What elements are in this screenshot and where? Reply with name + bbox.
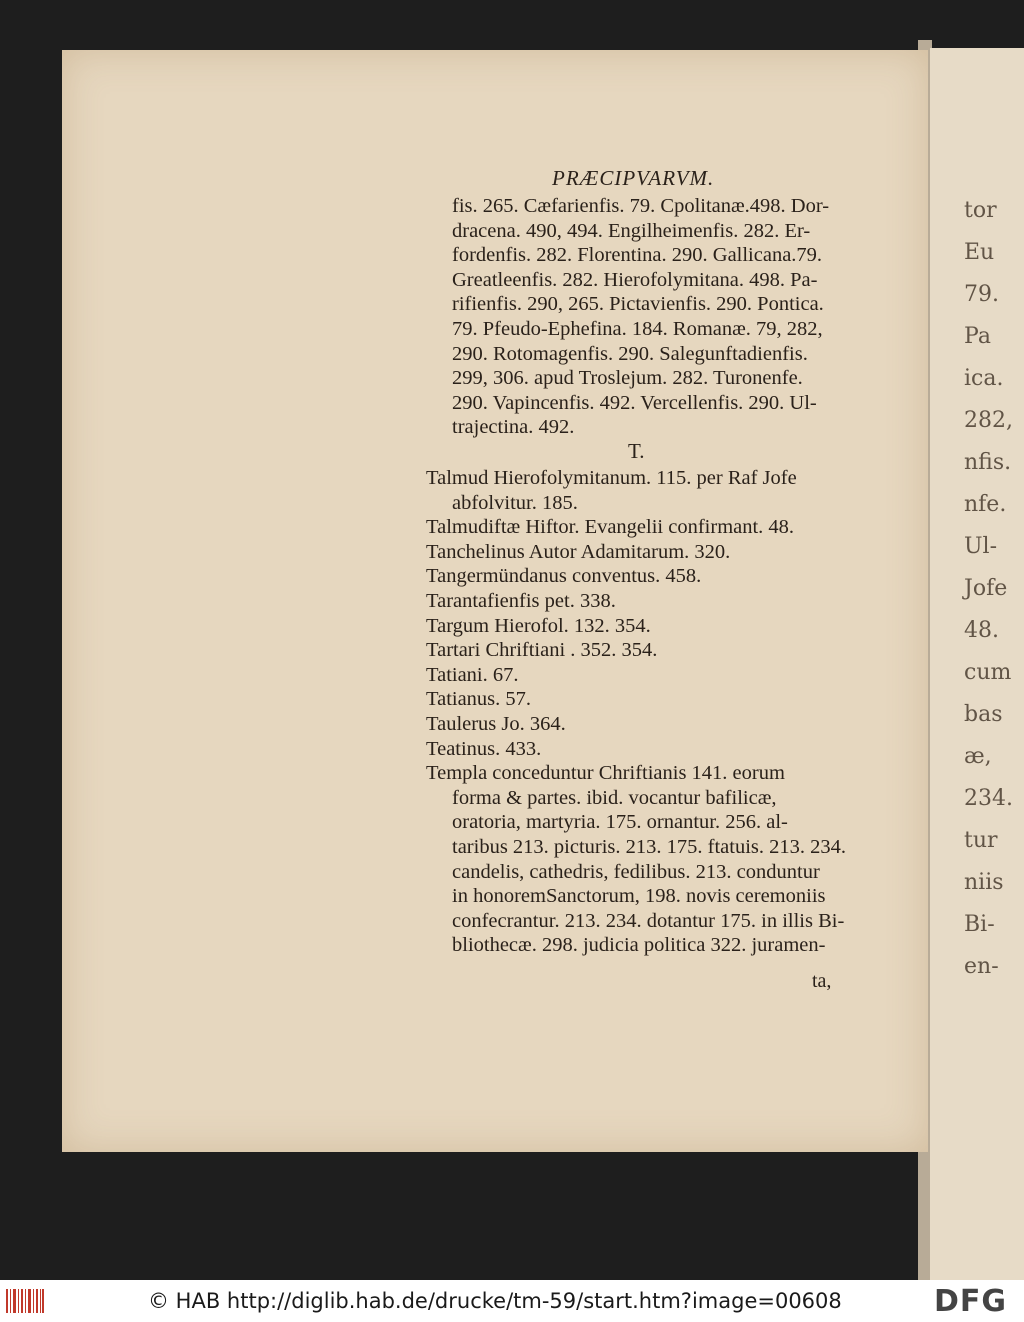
continued-line: Greatleenfis. 282. Hierofolymitana. 498. Pa- <box>452 268 818 291</box>
continued-line: 290. Rotomagenfis. 290. Salegunftadienfis. <box>452 342 808 365</box>
index-entry: Teatinus. 433. <box>426 737 542 760</box>
index-entry: Tarantafienfis pet. 338. <box>426 590 616 612</box>
index-entry: Talmudiftæ Hiftor. Evangelii confirmant. 48. <box>426 516 795 539</box>
index-entry-continuation: abfolvitur. 185. <box>452 491 578 514</box>
adjacent-page-fragment: 282, <box>964 408 1013 433</box>
adjacent-page-fragment: ica. <box>964 366 1004 391</box>
adjacent-page-fragment: Bi- <box>964 912 995 937</box>
adjacent-page-fragment: bas <box>964 702 1003 727</box>
section-letter-heading: T. <box>628 439 645 463</box>
adjacent-page-edge <box>930 48 1024 1280</box>
adjacent-page-fragment: 79. <box>964 282 999 307</box>
dfg-logo: DFG <box>934 1284 1008 1319</box>
catchword: ta, <box>812 970 832 992</box>
adjacent-page-fragment: Jofe <box>964 576 1008 601</box>
adjacent-page-fragment: Eu <box>964 240 995 265</box>
index-entry: Tanchelinus Autor Adamitarum. 320. <box>426 540 731 563</box>
continued-line: 79. Pfeudo-Ephefina. 184. Romanæ. 79, 282, <box>452 318 823 340</box>
adjacent-page-fragment: 234. <box>964 786 1013 811</box>
adjacent-page-fragment: æ, <box>964 744 992 769</box>
adjacent-page-fragment: nfe. <box>964 492 1007 517</box>
index-entry-continuation: confecrantur. 213. 234. dotantur 175. in illis Bi- <box>452 909 845 932</box>
continued-line: fordenfis. 282. Florentina. 290. Gallicana.79. <box>452 244 823 267</box>
adjacent-page-fragment: niis <box>964 870 1004 895</box>
index-entry: Talmud Hierofolymitanum. 115. per Raf Jofe <box>426 467 797 489</box>
continued-line: dracena. 490, 494. Engilheimenfis. 282. Er- <box>452 219 811 242</box>
copyright-url[interactable]: © HAB http://diglib.hab.de/drucke/tm-59/start.htm?image=00608 <box>148 1289 842 1313</box>
adjacent-page-fragment: Pa <box>964 324 991 349</box>
viewer-footer <box>0 1280 1024 1322</box>
continued-line: trajectina. 492. <box>452 416 575 439</box>
adjacent-page-fragment: nfis. <box>964 450 1012 475</box>
adjacent-page-fragment: en- <box>964 954 999 979</box>
adjacent-page-fragment: 48. <box>964 618 999 643</box>
index-entry-continuation: bliothecæ. 298. judicia politica 322. juramen- <box>452 934 826 957</box>
index-entry: Tangermündanus conventus. 458. <box>426 565 702 588</box>
index-entry: Targum Hierofol. 132. 354. <box>426 614 651 637</box>
continued-line: rifienfis. 290, 265. Pictavienfis. 290. Pontica. <box>452 293 824 316</box>
index-entry-continuation: in honoremSanctorum, 198. novis ceremoniis <box>452 885 826 908</box>
continued-line: 290. Vapincenfis. 492. Vercellenfis. 290. Ul- <box>452 391 817 414</box>
index-entry: Taulerus Jo. 364. <box>426 713 566 735</box>
continued-line: fis. 265. Cæfarienfis. 79. Cpolitanæ.498. Dor- <box>452 195 830 217</box>
adjacent-page-fragment: cum <box>964 660 1012 685</box>
index-entry-continuation: taribus 213. picturis. 213. 175. ftatuis. 213. 234. <box>452 836 847 858</box>
index-entry-continuation: forma & partes. ibid. vocantur bafilicæ, <box>452 786 777 809</box>
index-entry-continuation: oratoria, martyria. 175. ornantur. 256. al- <box>452 811 788 834</box>
index-entry: Tatiani. 67. <box>426 663 519 686</box>
adjacent-page-fragment: tor <box>964 198 997 223</box>
continued-line: 299, 306. apud Troslejum. 282. Turonenfe. <box>452 367 803 390</box>
index-entry: Templa conceduntur Chriftianis 141. eorum <box>426 762 785 785</box>
index-entry: Tartari Chriftiani . 352. 354. <box>426 639 658 662</box>
running-head: PRÆCIPVARVM. <box>552 166 715 190</box>
adjacent-page-fragment: tur <box>964 828 998 853</box>
index-entry-continuation: candelis, cathedris, fedilibus. 213. conduntur <box>452 860 820 883</box>
adjacent-page-fragment: Ul- <box>964 534 998 559</box>
barcode-icon <box>6 1289 44 1313</box>
index-entry: Tatianus. 57. <box>426 688 532 711</box>
